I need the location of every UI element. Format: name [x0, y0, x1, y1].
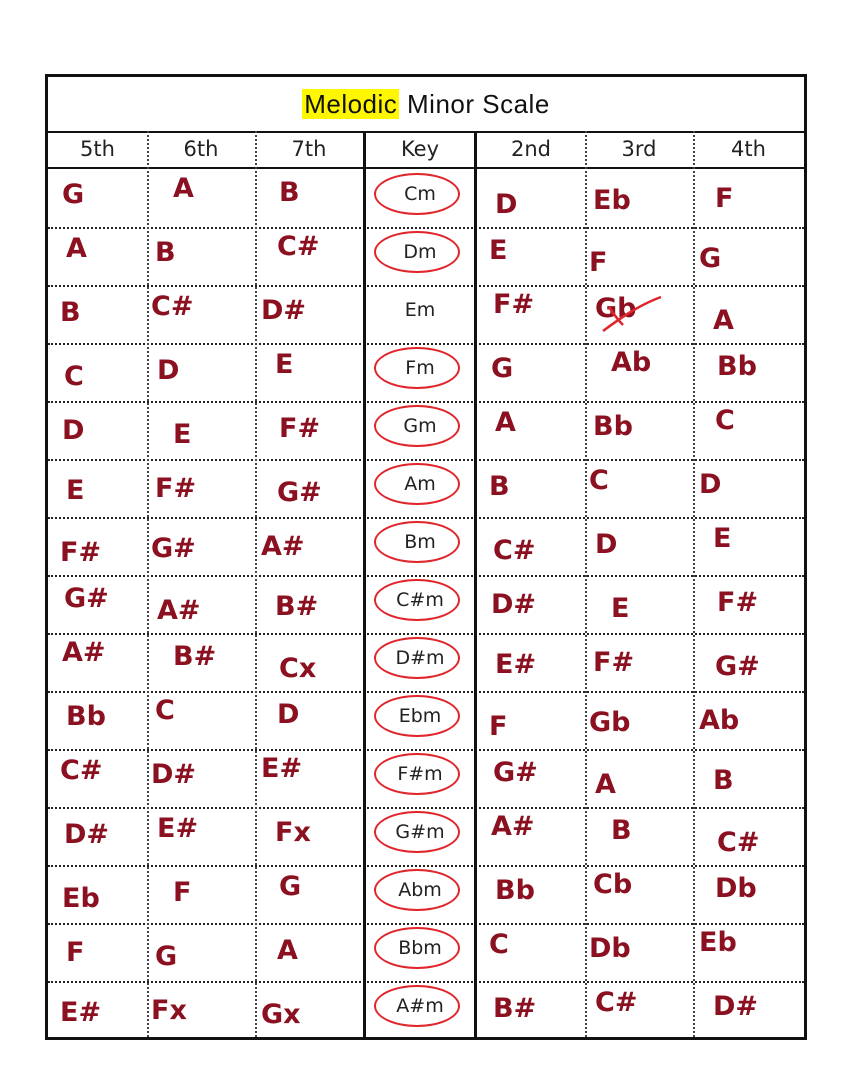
note-label: Bb [66, 701, 106, 732]
header-key: Key [400, 137, 440, 161]
cell-key [366, 285, 474, 343]
note-label: F# [493, 289, 535, 320]
header-3rd: 3rd [621, 137, 657, 161]
note-label: G# [715, 651, 760, 682]
note-label: Fx [275, 817, 311, 848]
note-label: A# [62, 637, 106, 668]
note-label: G [491, 353, 514, 384]
cell-3rd [585, 343, 693, 401]
note-label: Gx [261, 999, 301, 1030]
cell-2nd [477, 227, 585, 285]
note-label: Gb [595, 293, 637, 324]
table-row [48, 865, 804, 925]
note-label: D [277, 699, 300, 730]
note-label: D# [261, 295, 307, 326]
header-4th: 4th [731, 137, 766, 161]
cell-7th [255, 691, 363, 749]
note-label: E [611, 593, 630, 624]
note-label: C# [595, 987, 638, 1018]
cell-6th [147, 401, 255, 459]
note-label: B [60, 297, 81, 328]
note-label: B [279, 177, 300, 208]
key-label: Dm [403, 241, 437, 263]
cell-5th [48, 459, 147, 517]
cell-7th [255, 749, 363, 807]
cell-6th [147, 981, 255, 1039]
cell-key [366, 459, 474, 517]
cell-3rd [585, 807, 693, 865]
cell-4th [693, 285, 804, 343]
note-label: C# [151, 291, 194, 322]
note-label: F [715, 183, 734, 214]
header-7th: 7th [291, 137, 327, 161]
cell-2nd [477, 401, 585, 459]
table-row [48, 923, 804, 983]
note-label: F [66, 937, 85, 968]
cell-2nd [477, 459, 585, 517]
cell-2nd [477, 517, 585, 575]
note-label: Cb [593, 869, 633, 900]
cell-key [366, 807, 474, 865]
cell-key [366, 401, 474, 459]
table-row [48, 227, 804, 287]
cell-6th [147, 691, 255, 749]
note-label: E# [495, 649, 537, 680]
note-label: E# [157, 813, 199, 844]
cell-7th [255, 865, 363, 923]
note-label: B [155, 237, 176, 268]
key-label: Fm [405, 357, 435, 379]
cell-4th [693, 227, 804, 285]
note-label: C [155, 695, 175, 726]
cell-key [366, 633, 474, 691]
note-label: Gb [589, 707, 631, 738]
cell-2nd [477, 807, 585, 865]
cell-6th [147, 343, 255, 401]
cell-6th [147, 169, 255, 227]
cell-3rd [585, 517, 693, 575]
cell-key [366, 923, 474, 981]
table-row [48, 691, 804, 751]
note-label: Db [589, 933, 631, 964]
cell-2nd [477, 285, 585, 343]
table-row [48, 343, 804, 403]
cell-4th [693, 459, 804, 517]
note-label: E [275, 349, 294, 380]
key-label: Am [404, 473, 436, 495]
note-label: Bb [495, 875, 535, 906]
cell-4th [693, 401, 804, 459]
cell-key [366, 517, 474, 575]
cell-3rd [585, 981, 693, 1039]
key-label: C#m [396, 589, 444, 611]
note-label: E [489, 235, 508, 266]
cell-7th [255, 517, 363, 575]
note-label: C# [60, 755, 103, 786]
note-label: D [495, 189, 518, 220]
title-highlight-word: Melodic [304, 89, 398, 119]
table-row [48, 749, 804, 809]
key-label: Bbm [398, 937, 442, 959]
note-label: A [595, 769, 616, 800]
note-label: G# [64, 583, 109, 614]
note-label: F# [60, 537, 102, 568]
column-header-row [48, 131, 804, 169]
cell-6th [147, 923, 255, 981]
note-label: D [157, 355, 180, 386]
table-row [48, 169, 804, 229]
cell-4th [693, 575, 804, 633]
note-label: E [66, 475, 85, 506]
key-label: Ebm [398, 705, 442, 727]
cell-3rd [585, 923, 693, 981]
note-label: E# [60, 997, 102, 1028]
cell-3rd [585, 459, 693, 517]
note-label: F [589, 247, 608, 278]
cell-7th [255, 807, 363, 865]
cell-5th [48, 981, 147, 1039]
table-row [48, 981, 804, 1039]
note-label: D# [491, 589, 537, 620]
cell-2nd [477, 169, 585, 227]
cell-2nd [477, 343, 585, 401]
cell-6th [147, 749, 255, 807]
note-label: F# [593, 647, 635, 678]
note-label: E [173, 419, 192, 450]
note-label: B# [173, 641, 217, 672]
cell-6th [147, 575, 255, 633]
cell-5th [48, 923, 147, 981]
cell-5th [48, 343, 147, 401]
cell-5th [48, 865, 147, 923]
table-row [48, 459, 804, 519]
note-label: G [279, 871, 302, 902]
note-label: B [489, 471, 510, 502]
cell-3rd [585, 749, 693, 807]
key-label: Em [404, 299, 436, 321]
cell-2nd [477, 865, 585, 923]
table-title [48, 77, 804, 133]
cell-5th [48, 401, 147, 459]
cell-3rd [585, 865, 693, 923]
cell-7th [255, 459, 363, 517]
table-row [48, 575, 804, 635]
cell-6th [147, 865, 255, 923]
note-label: A# [491, 811, 535, 842]
table-row [48, 517, 804, 577]
header-5th: 5th [80, 137, 115, 161]
note-label: G [155, 941, 178, 972]
note-label: C [589, 465, 609, 496]
key-label: A#m [396, 995, 444, 1017]
melodic-minor-scale-table [45, 74, 807, 1040]
cell-5th [48, 575, 147, 633]
cell-2nd [477, 923, 585, 981]
cell-7th [255, 633, 363, 691]
note-label: C [489, 929, 509, 960]
note-label: C [715, 405, 735, 436]
key-label: D#m [395, 647, 445, 669]
cell-4th [693, 517, 804, 575]
cell-3rd [585, 633, 693, 691]
note-label: G [62, 179, 85, 210]
note-label: A [277, 935, 298, 966]
note-label: A# [157, 595, 201, 626]
note-label: D# [64, 819, 110, 850]
cell-4th [693, 807, 804, 865]
note-label: B [713, 765, 734, 796]
key-column-left-border [363, 131, 366, 1037]
cell-key [366, 981, 474, 1039]
note-label: F# [155, 473, 197, 504]
note-label: A [66, 233, 87, 264]
cell-4th [693, 343, 804, 401]
note-label: C# [717, 827, 760, 858]
key-label: G#m [395, 821, 445, 843]
note-label: D [595, 529, 618, 560]
note-label: A [173, 173, 194, 204]
note-label: D# [713, 991, 759, 1022]
column-divider [585, 131, 587, 1037]
cell-4th [693, 633, 804, 691]
note-label: B [611, 815, 632, 846]
cell-7th [255, 575, 363, 633]
note-label: B# [275, 591, 319, 622]
note-label: Eb [593, 185, 631, 216]
key-label: Bm [404, 531, 436, 553]
cell-2nd [477, 981, 585, 1039]
table-row [48, 807, 804, 867]
header-6th: 6th [183, 137, 219, 161]
cell-6th [147, 227, 255, 285]
cell-4th [693, 865, 804, 923]
note-label: Bb [593, 411, 633, 442]
note-label: A [713, 305, 734, 336]
note-label: G# [493, 757, 538, 788]
note-label: F [173, 877, 192, 908]
cell-5th [48, 633, 147, 691]
cell-5th [48, 169, 147, 227]
cell-3rd [585, 401, 693, 459]
note-label: D [699, 469, 722, 500]
note-label: G# [151, 533, 196, 564]
note-label: Db [715, 873, 757, 904]
cell-4th [693, 691, 804, 749]
note-label: D [62, 415, 85, 446]
cell-7th [255, 401, 363, 459]
note-label: C [64, 361, 84, 392]
cell-3rd [585, 227, 693, 285]
cell-6th [147, 459, 255, 517]
cell-2nd [477, 633, 585, 691]
cell-7th [255, 923, 363, 981]
cell-7th [255, 169, 363, 227]
note-label: E# [261, 753, 303, 784]
cell-key [366, 691, 474, 749]
cell-2nd [477, 749, 585, 807]
cell-4th [693, 923, 804, 981]
column-divider [147, 131, 149, 1037]
cell-2nd [477, 575, 585, 633]
cell-6th [147, 517, 255, 575]
cell-5th [48, 749, 147, 807]
cell-3rd [585, 285, 693, 343]
key-label: F#m [397, 763, 443, 785]
note-label: F# [717, 587, 759, 618]
cell-5th [48, 807, 147, 865]
note-label: Bb [717, 351, 757, 382]
cell-key [366, 575, 474, 633]
cell-key [366, 865, 474, 923]
cell-5th [48, 285, 147, 343]
key-label: Gm [403, 415, 437, 437]
cell-key [366, 227, 474, 285]
cell-3rd [585, 691, 693, 749]
note-label: Eb [62, 883, 100, 914]
note-label: G [699, 243, 722, 274]
cell-4th [693, 169, 804, 227]
cell-7th [255, 981, 363, 1039]
note-label: D# [151, 759, 197, 790]
cell-7th [255, 285, 363, 343]
cell-3rd [585, 169, 693, 227]
key-label: Abm [398, 879, 442, 901]
note-label: F [489, 711, 508, 742]
note-label: G# [277, 477, 322, 508]
table-row [48, 285, 804, 345]
key-column-right-border [474, 131, 477, 1037]
cell-4th [693, 749, 804, 807]
cell-key [366, 169, 474, 227]
note-label: Eb [699, 927, 737, 958]
key-label: Cm [404, 183, 436, 205]
cell-key [366, 749, 474, 807]
note-label: E [713, 523, 732, 554]
note-label: Ab [699, 705, 740, 736]
note-label: A [495, 407, 516, 438]
cell-4th [693, 981, 804, 1039]
note-label: Cx [279, 653, 317, 684]
cell-6th [147, 633, 255, 691]
note-label: Ab [611, 347, 652, 378]
note-label: B# [493, 993, 537, 1024]
column-divider [255, 131, 257, 1037]
column-divider [693, 131, 695, 1037]
cell-6th [147, 807, 255, 865]
cell-5th [48, 227, 147, 285]
note-label: A# [261, 531, 305, 562]
note-label: C# [493, 535, 536, 566]
table-row [48, 633, 804, 693]
note-label: Fx [151, 995, 187, 1026]
note-label: F# [279, 413, 321, 444]
cell-3rd [585, 575, 693, 633]
cell-7th [255, 343, 363, 401]
title-rest: Minor Scale [399, 89, 550, 119]
cell-key [366, 343, 474, 401]
cell-7th [255, 227, 363, 285]
header-2nd: 2nd [510, 137, 551, 161]
cell-5th [48, 691, 147, 749]
strikethrough-mark [599, 289, 669, 339]
cell-2nd [477, 691, 585, 749]
note-label: C# [277, 231, 320, 262]
table-row [48, 401, 804, 461]
cell-6th [147, 285, 255, 343]
cell-5th [48, 517, 147, 575]
